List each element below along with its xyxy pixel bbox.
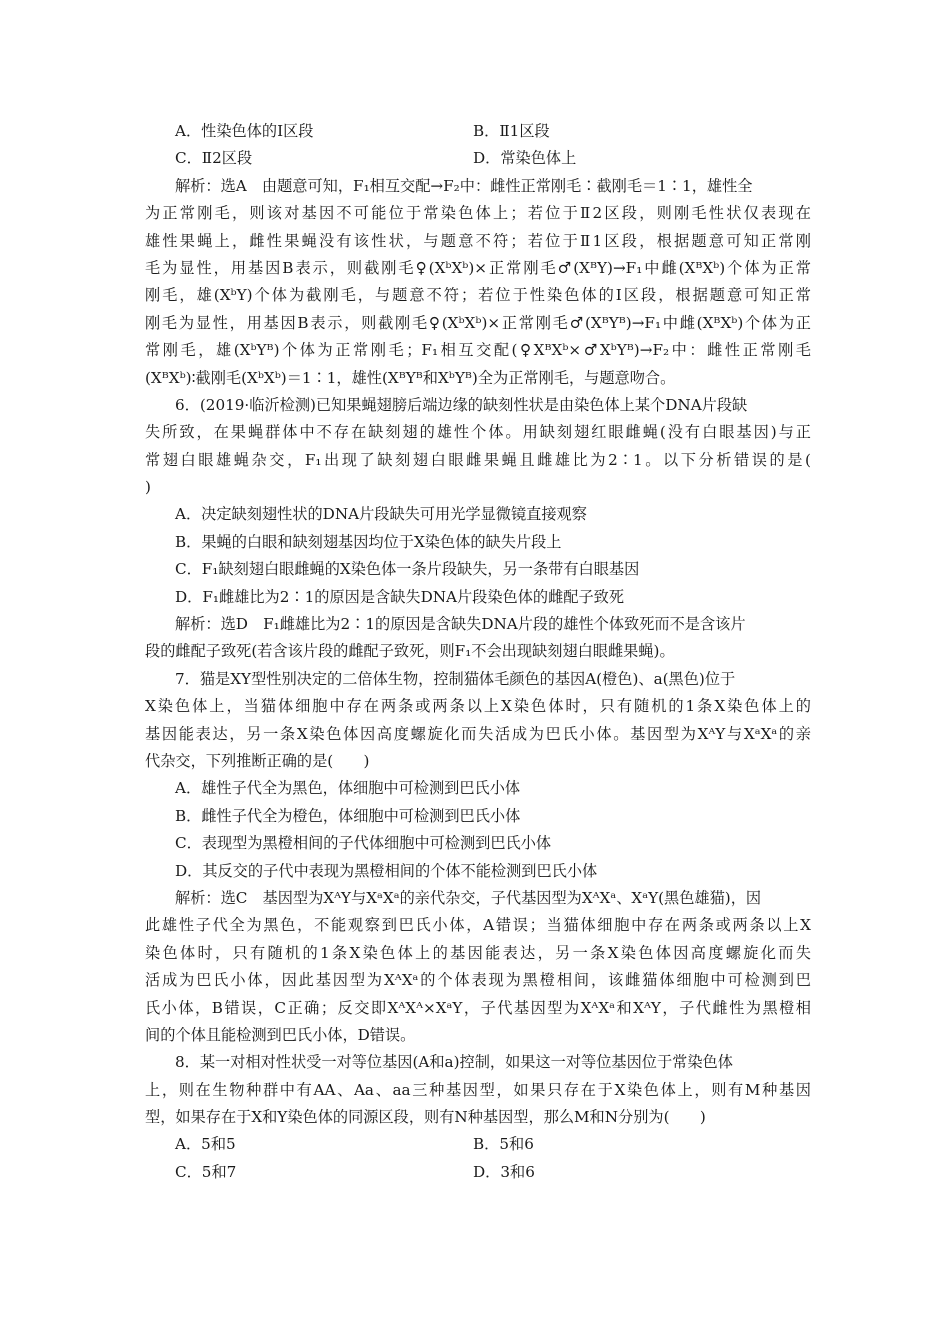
q5-analysis-line: 雄性果蝇上，雌性果蝇没有该性状，与题意不符；若位于Ⅱ1区段，根据题意可知正常刚 (145, 231, 811, 250)
page-content (145, 118, 811, 1186)
q6-stem-line: ) (145, 478, 151, 497)
q5-option-d: D．常染色体上 (473, 149, 577, 168)
q5-option-row (145, 145, 811, 172)
q5-analysis-line: (XᴮXᵇ)∶截刚毛(XᵇXᵇ)＝1∶1，雄性(XᴮYᴮ和XᵇYᴮ)全为正常刚毛，与题意吻合。 (145, 368, 676, 387)
q5-analysis-line: 毛为显性，用基因B表示，则截刚毛♀(XᵇXᵇ)×正常刚毛♂(XᴮY)→F₁中雌(XᴮXᵇ)个体为正常 (145, 258, 811, 277)
q5-analysis-line: 为正常刚毛，则该对基因不可能位于常染色体上；若位于Ⅱ2区段，则刚毛性状仅表现在 (145, 204, 811, 223)
q5-option-a: A．性染色体的Ⅰ区段 (175, 122, 314, 140)
q5-analysis-line: 常刚毛，雄(XᵇYᴮ)个体为正常刚毛；F₁相互交配(♀XᴮXᵇ×♂XᵇYᴮ)→F₂中：雌性正常刚毛 (145, 341, 811, 360)
q8-option-row (145, 1159, 811, 1186)
q8-stem-line: 型，如果存在于X和Y染色体的同源区段，则有N种基因型，那么M和N分别为( ) (145, 1108, 706, 1127)
q7-analysis-line: 活成为巴氏小体，因此基因型为XᴬXᵃ的个体表现为黑橙相间，该雌猫体细胞中可检测到巴 (145, 971, 811, 990)
q8-stem-line: 上，则在生物种群中有AA、Aa、aa三种基因型，如果只存在于X染色体上，则有M种基因 (145, 1080, 811, 1099)
q6-stem-line: 6．(2019·临沂检测)已知果蝇翅膀后端边缘的缺刻性状是由染色体上某个DNA片段缺 (175, 395, 748, 414)
q7-analysis-line: 氏小体，B错误，C正确；反交即XᴬXᴬ×XᵃY，子代基因型为XᴬXᵃ和XᴬY，子代雌性为黑橙相 (145, 998, 811, 1017)
q6-analysis-line: 解析：选D F₁雌雄比为2∶1的原因是含缺失DNA片段的雄性个体致死而不是含该片 (175, 615, 746, 634)
q7-option-a: A．雄性子代全为黑色，体细胞中可检测到巴氏小体 (175, 779, 521, 798)
q8-option-c: C．5和7 (175, 1162, 237, 1181)
q7-option-c: C．表现型为黑橙相间的子代体细胞中可检测到巴氏小体 (175, 834, 552, 853)
q7-stem-line: X染色体上，当猫体细胞中存在两条或两条以上X染色体时，只有随机的1条X染色体上的 (145, 697, 811, 716)
q7-analysis-line: 间的个体且能检测到巴氏小体，D错误。 (145, 1025, 416, 1044)
q8-option-d: D．3和6 (473, 1162, 535, 1181)
q6-option-a: A．决定缺刻翅性状的DNA片段缺失可用光学显微镜直接观察 (175, 505, 587, 524)
q8-option-b: B．5和6 (473, 1135, 534, 1154)
q6-stem-line: 常翅白眼雄蝇杂交，F₁出现了缺刻翅白眼雌果蝇且雌雄比为2∶1。以下分析错误的是( (145, 450, 811, 469)
q5-option-row (145, 118, 811, 145)
q7-stem-line: 代杂交，下列推断正确的是( ) (145, 751, 370, 770)
q5-option-c: C．Ⅱ2区段 (175, 149, 253, 168)
q6-option-b: B．果蝇的白眼和缺刻翅基因均位于X染色体的缺失片段上 (175, 532, 562, 551)
q7-option-b: B．雌性子代全为橙色，体细胞中可检测到巴氏小体 (175, 806, 521, 825)
q8-option-a: A．5和5 (175, 1135, 236, 1154)
q6-option-d: D．F₁雌雄比为2∶1的原因是含缺失DNA片段染色体的雌配子致死 (175, 587, 625, 606)
q7-analysis-line: 解析：选C 基因型为XᴬY与XᵃXᵃ的亲代杂交，子代基因型为XᴬXᵃ、XᵃY(黑色雄猫)，因 (175, 888, 762, 907)
q5-analysis-line: 解析：选A 由题意可知，F₁相互交配→F₂中：雌性正常刚毛∶截刚毛＝1∶1，雄性全 (175, 176, 753, 195)
q7-option-d: D．其反交的子代中表现为黑橙相间的个体不能检测到巴氏小体 (175, 861, 598, 880)
q7-stem-line: 基因能表达，另一条X染色体因高度螺旋化而失活成为巴氏小体。基因型为XᴬY与XᵃXᵃ的亲 (145, 724, 811, 743)
q8-stem-line: 8．某一对相对性状受一对等位基因(A和a)控制，如果这一对等位基因位于常染色体 (175, 1053, 733, 1072)
q7-stem-line: 7．猫是XY型性别决定的二倍体生物，控制猫体毛颜色的基因A(橙色)、a(黑色)位于 (175, 669, 736, 688)
q7-analysis-line: 染色体时，只有随机的1条X染色体上的基因能表达，另一条X染色体因高度螺旋化而失 (145, 943, 811, 962)
q6-stem-line: 失所致，在果蝇群体中不存在缺刻翅的雄性个体。用缺刻翅红眼雌蝇(没有白眼基因)与正 (145, 423, 811, 442)
q6-option-c: C．F₁缺刻翅白眼雌蝇的X染色体一条片段缺失，另一条带有白眼基因 (175, 560, 640, 579)
q5-analysis-line: 刚毛为显性，用基因B表示，则截刚毛♀(XᵇXᵇ)×正常刚毛♂(XᴮYᴮ)→F₁中雌(XᴮXᵇ)个体为正 (145, 313, 811, 332)
q8-option-row (145, 1131, 811, 1158)
q5-option-b: B．Ⅱ1区段 (473, 122, 550, 140)
q6-analysis-line: 段的雌配子致死(若含该片段的雌配子致死，则F₁不会出现缺刻翅白眼雌果蝇)。 (145, 642, 675, 661)
q5-analysis-line: 刚毛，雄(XᵇY)个体为截刚毛，与题意不符；若位于性染色体的Ⅰ区段，根据题意可知正常 (145, 286, 811, 305)
q7-analysis-line: 此雄性子代全为黑色，不能观察到巴氏小体，A错误；当猫体细胞中存在两条或两条以上X (145, 916, 811, 935)
